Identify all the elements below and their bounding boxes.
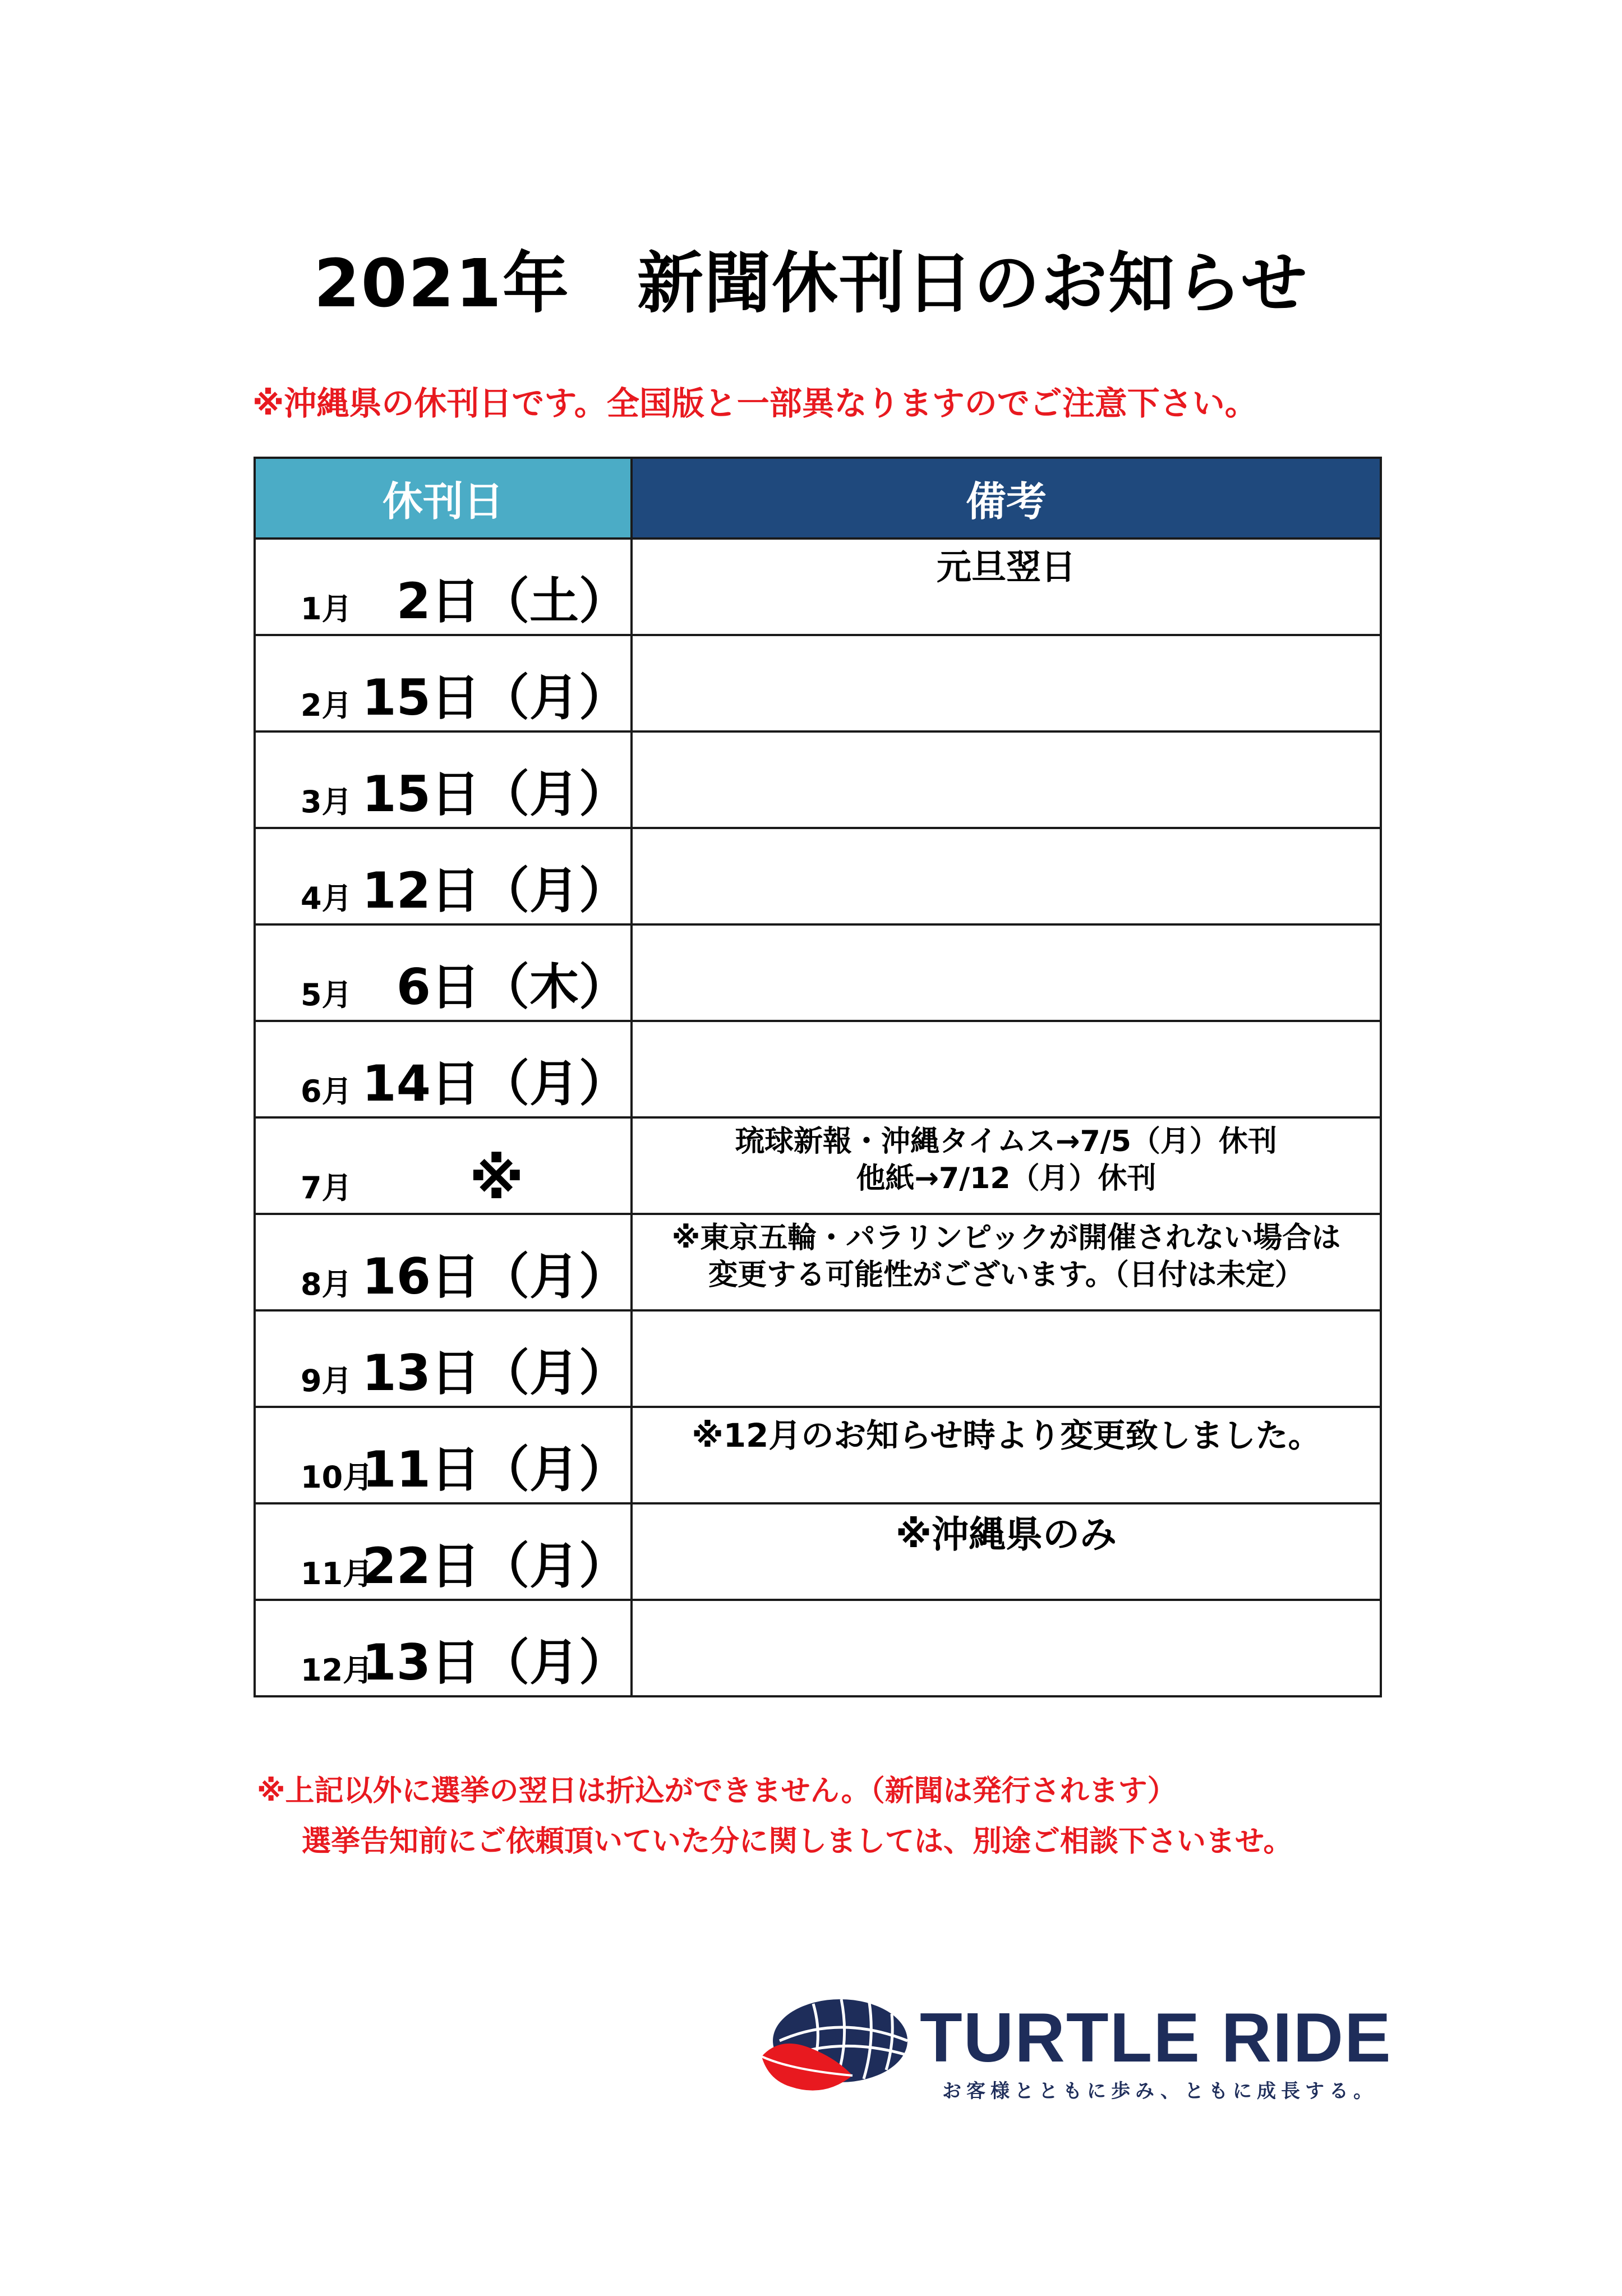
date-cell [255,1600,632,1696]
day-label: 15日（月） [362,765,628,823]
month-label: 5月 [301,977,352,1013]
day-label: 13日（月） [362,1344,628,1402]
month-label: 2月 [301,688,352,723]
day-label: 13日（月） [362,1634,628,1691]
day-label: 11日（月） [362,1441,628,1498]
holiday-table [254,457,1382,1697]
month-label: 1月 [301,591,352,627]
table-row [255,1600,1381,1696]
notice-bottom-line1: ※上記以外に選挙の翌日は折込ができません。（新聞は発行されます） [257,1774,1177,1808]
table-row [255,635,1381,731]
month-label: 3月 [301,784,352,820]
note-text: ※12月のお知らせ時より変更致しました。 [692,1416,1321,1455]
table-row [255,1021,1381,1117]
table-row [255,731,1381,828]
month-label: 8月 [301,1267,352,1302]
logo-tagline: お客様とともに歩み、ともに成長する。 [942,2080,1378,2102]
table-row [255,1503,1381,1600]
table-row [255,539,1381,635]
note-cell [632,1503,1381,1600]
date-cell [255,635,632,731]
reference-mark: ※ [469,1146,524,1212]
header-date: 休刊日 [255,458,632,539]
date-cell [255,1407,632,1503]
note-cell [632,1600,1381,1696]
date-cell [255,1503,632,1600]
table-row [255,1117,1381,1214]
notice-top: ※沖縄県の休刊日です。全国版と一部異なりますのでご注意下さい。 [252,384,1257,422]
company-logo [757,1991,1392,2104]
table-row [255,1214,1381,1310]
table-row [255,1310,1381,1407]
note-cell [632,1407,1381,1503]
month-label: 4月 [301,881,352,916]
month-label: 11月 [301,1556,374,1591]
note-cell [632,1117,1381,1214]
note-cell [632,731,1381,828]
date-cell [255,1117,632,1214]
day-label: 15日（月） [362,669,628,726]
table-row [255,828,1381,924]
header-note: 備考 [632,458,1381,539]
table-row [255,924,1381,1021]
date-cell [255,1021,632,1117]
month-label: 9月 [301,1363,352,1398]
note-text [633,1123,1380,1208]
date-cell [255,924,632,1021]
month-label: 12月 [301,1653,374,1688]
note-cell [632,924,1381,1021]
day-label: 14日（月） [362,1055,628,1112]
date-cell [255,539,632,635]
note-cell [632,1310,1381,1407]
turtle-globe-icon [757,1991,914,2104]
page-title: 2021年 新聞休刊日のお知らせ [314,245,1308,322]
notice-bottom-line2: 選挙告知前にご依頼頂いていた分に関しましては、別途ご相談下さいませ。 [302,1825,1293,1858]
note-line: ※東京五輪・パラリンピックが開催されない場合は [671,1221,1341,1255]
note-cell [632,828,1381,924]
note-cell [632,1021,1381,1117]
note-line: 他紙→7/12（月）休刊 [856,1162,1156,1195]
note-text: 元旦翌日 [936,546,1076,587]
note-line: 変更する可能性がございます。（日付は未定） [708,1258,1304,1292]
note-text [633,1220,1380,1305]
date-cell [255,828,632,924]
note-text [633,1640,1380,1657]
note-text [633,675,1380,692]
note-text [633,1350,1380,1367]
note-cell [632,1214,1381,1310]
note-text [633,964,1380,981]
note-text [633,868,1380,885]
table-header-row [255,458,1381,539]
day-label: 12日（月） [362,862,628,919]
note-text [633,1061,1380,1078]
date-cell [255,1214,632,1310]
day-label: 6日（木） [396,958,628,1016]
month-label: 10月 [301,1460,374,1495]
note-cell [632,635,1381,731]
note-line: 琉球新報・沖縄タイムス→7/5（月）休刊 [735,1125,1277,1158]
note-text [633,771,1380,788]
day-label: 16日（月） [362,1248,628,1305]
day-label: 2日（土） [396,572,628,630]
note-text: ※沖縄県のみ [895,1513,1117,1556]
month-label: 7月 [301,1170,352,1205]
day-label: 22日（月） [362,1537,628,1595]
logo-wordmark: TURTLE RIDE [920,1999,1392,2077]
month-label: 6月 [301,1074,352,1109]
date-cell [255,1310,632,1407]
date-cell [255,731,632,828]
table-row [255,1407,1381,1503]
note-cell [632,539,1381,635]
